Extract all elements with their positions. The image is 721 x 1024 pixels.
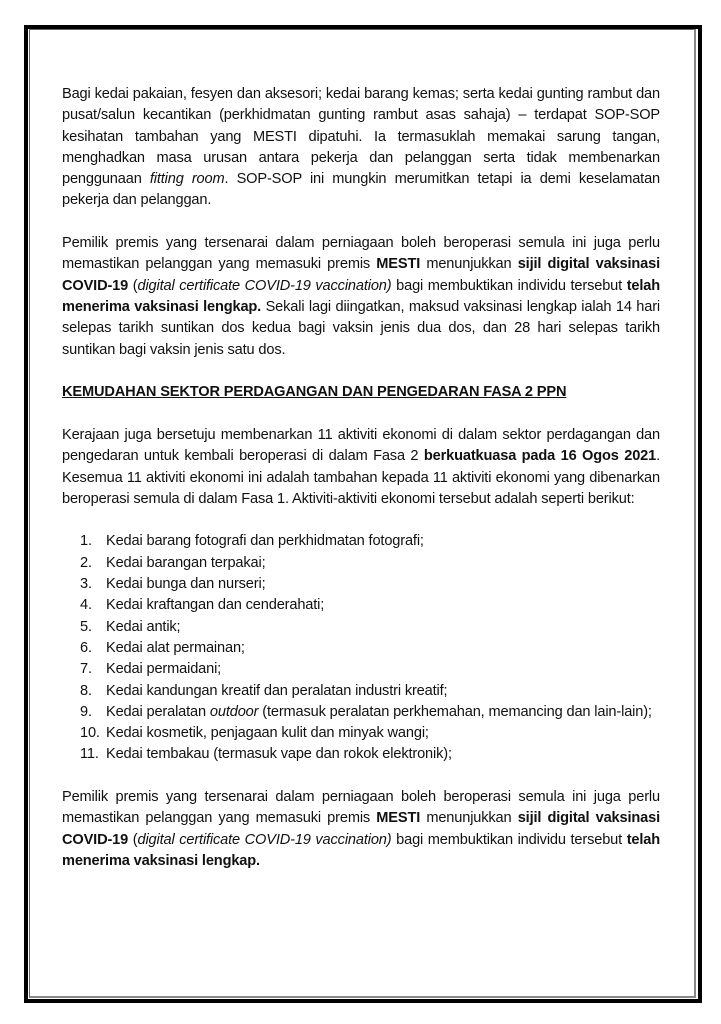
list-item: 8. Kedai kandungan kreatif dan peralatan industri kreatif; xyxy=(80,682,448,699)
paragraph-vaccination-requirement: Pemilik premis yang tersenarai dalam perniagaan boleh beroperasi semula ini juga perlu memastikan pelanggan yang memasuki premis MESTI menunjukkan sijil digital vaksinasi COVID-19 (digital certificate COVID-19 vaccination) bagi membuktikan individu tersebut telah menerima vaksinasi lengkap. Sekali lagi diingatkan, maksud vaksinasi lengkap ialah 14 hari selepas tarikh suntikan dos kedua bagi vaksin jenis dua dos, dan 28 hari selepas tarikh suntikan bagi vaksin jenis satu dos. xyxy=(62,235,660,358)
list-item: 3. Kedai bunga dan nurseri; xyxy=(80,576,266,593)
emphasis-fully-vaccinated: telah menerima vaksinasi lengkap. xyxy=(62,831,660,869)
italic-english-term: digital certificate COVID-19 vaccination) xyxy=(137,831,392,848)
paragraph-vaccination-requirement-repeat: Pemilik premis yang tersenarai dalam perniagaan boleh beroperasi semula ini juga perlu memastikan pelanggan yang memasuki premis MESTI menunjukkan sijil digital vaksinasi COVID-19 (digital certificate COVID-19 vaccination) bagi membuktikan individu tersebut telah menerima vaksinasi lengkap. xyxy=(62,789,660,869)
paragraph-phase2-intro: Kerajaan juga bersetuju membenarkan 11 aktiviti ekonomi di dalam sektor perdagangan dan pengedaran untuk kembali beroperasi di dalam Fasa 2 berkuatkuasa pada 16 Ogos 2021. Kesemua 11 aktiviti ekonomi ini adalah tambahan kepada 11 aktiviti ekonomi yang dibenarkan beroperasi semula di dalam Fasa 1. Aktiviti-aktiviti ekonomi tersebut adalah seperti berikut: xyxy=(62,426,661,507)
italic-term: fitting room xyxy=(149,171,225,188)
emphasis-digital-certificate: sijil digital vaksinasi COVID-19 xyxy=(62,256,660,294)
document-body xyxy=(62,84,660,872)
list-item: 7. Kedai permaidani; xyxy=(80,661,222,678)
list-item: 2. Kedai barangan terpakai; xyxy=(80,554,266,571)
italic-english-term: digital certificate COVID-19 vaccination) xyxy=(137,277,392,294)
emphasis-mesti: MESTI xyxy=(376,810,421,827)
list-item: 6. Kedai alat permainan; xyxy=(80,639,245,656)
paragraph-sop-requirements: Bagi kedai pakaian, fesyen dan aksesori; kedai barang kemas; serta kedai gunting rambut dan pusat/salun kecantikan (perkhidmatan gunting rambut asas sahaja) – terdapat SOP-SOP kesihatan tambahan yang MESTI dipatuhi. Ia termasuklah memakai sarung tangan, menghadkan masa urusan antara pekerja dan pelanggan serta tidak membenarkan penggunaan fitting room. SOP-SOP ini mungkin merumitkan tetapi ia demi keselamatan pekerja dan pelanggan. xyxy=(62,86,660,209)
list-item: 10. Kedai kosmetik, penjagaan kulit dan minyak wangi; xyxy=(80,725,429,742)
emphasis-mesti: MESTI xyxy=(376,256,421,273)
emphasis-effective-date: berkuatkuasa pada 16 Ogos 2021 xyxy=(423,448,657,465)
list-item: 4. Kedai kraftangan dan cenderahati; xyxy=(80,597,325,614)
list-item: 11. Kedai tembakau (termasuk vape dan rokok elektronik); xyxy=(80,746,452,763)
emphasis-digital-certificate: sijil digital vaksinasi COVID-19 xyxy=(62,810,660,848)
economic-activities-list xyxy=(62,531,660,765)
list-item: 1. Kedai barang fotografi dan perkhidmatan fotografi; xyxy=(80,533,424,550)
list-item: 5. Kedai antik; xyxy=(80,618,181,635)
emphasis-fully-vaccinated: telah menerima vaksinasi lengkap. xyxy=(62,277,660,315)
section-heading: KEMUDAHAN SEKTOR PERDAGANGAN DAN PENGEDARAN FASA 2 PPN xyxy=(62,384,567,401)
list-item: 9. Kedai peralatan outdoor (termasuk peralatan perkhemahan, memancing dan lain-lain); xyxy=(80,703,652,720)
